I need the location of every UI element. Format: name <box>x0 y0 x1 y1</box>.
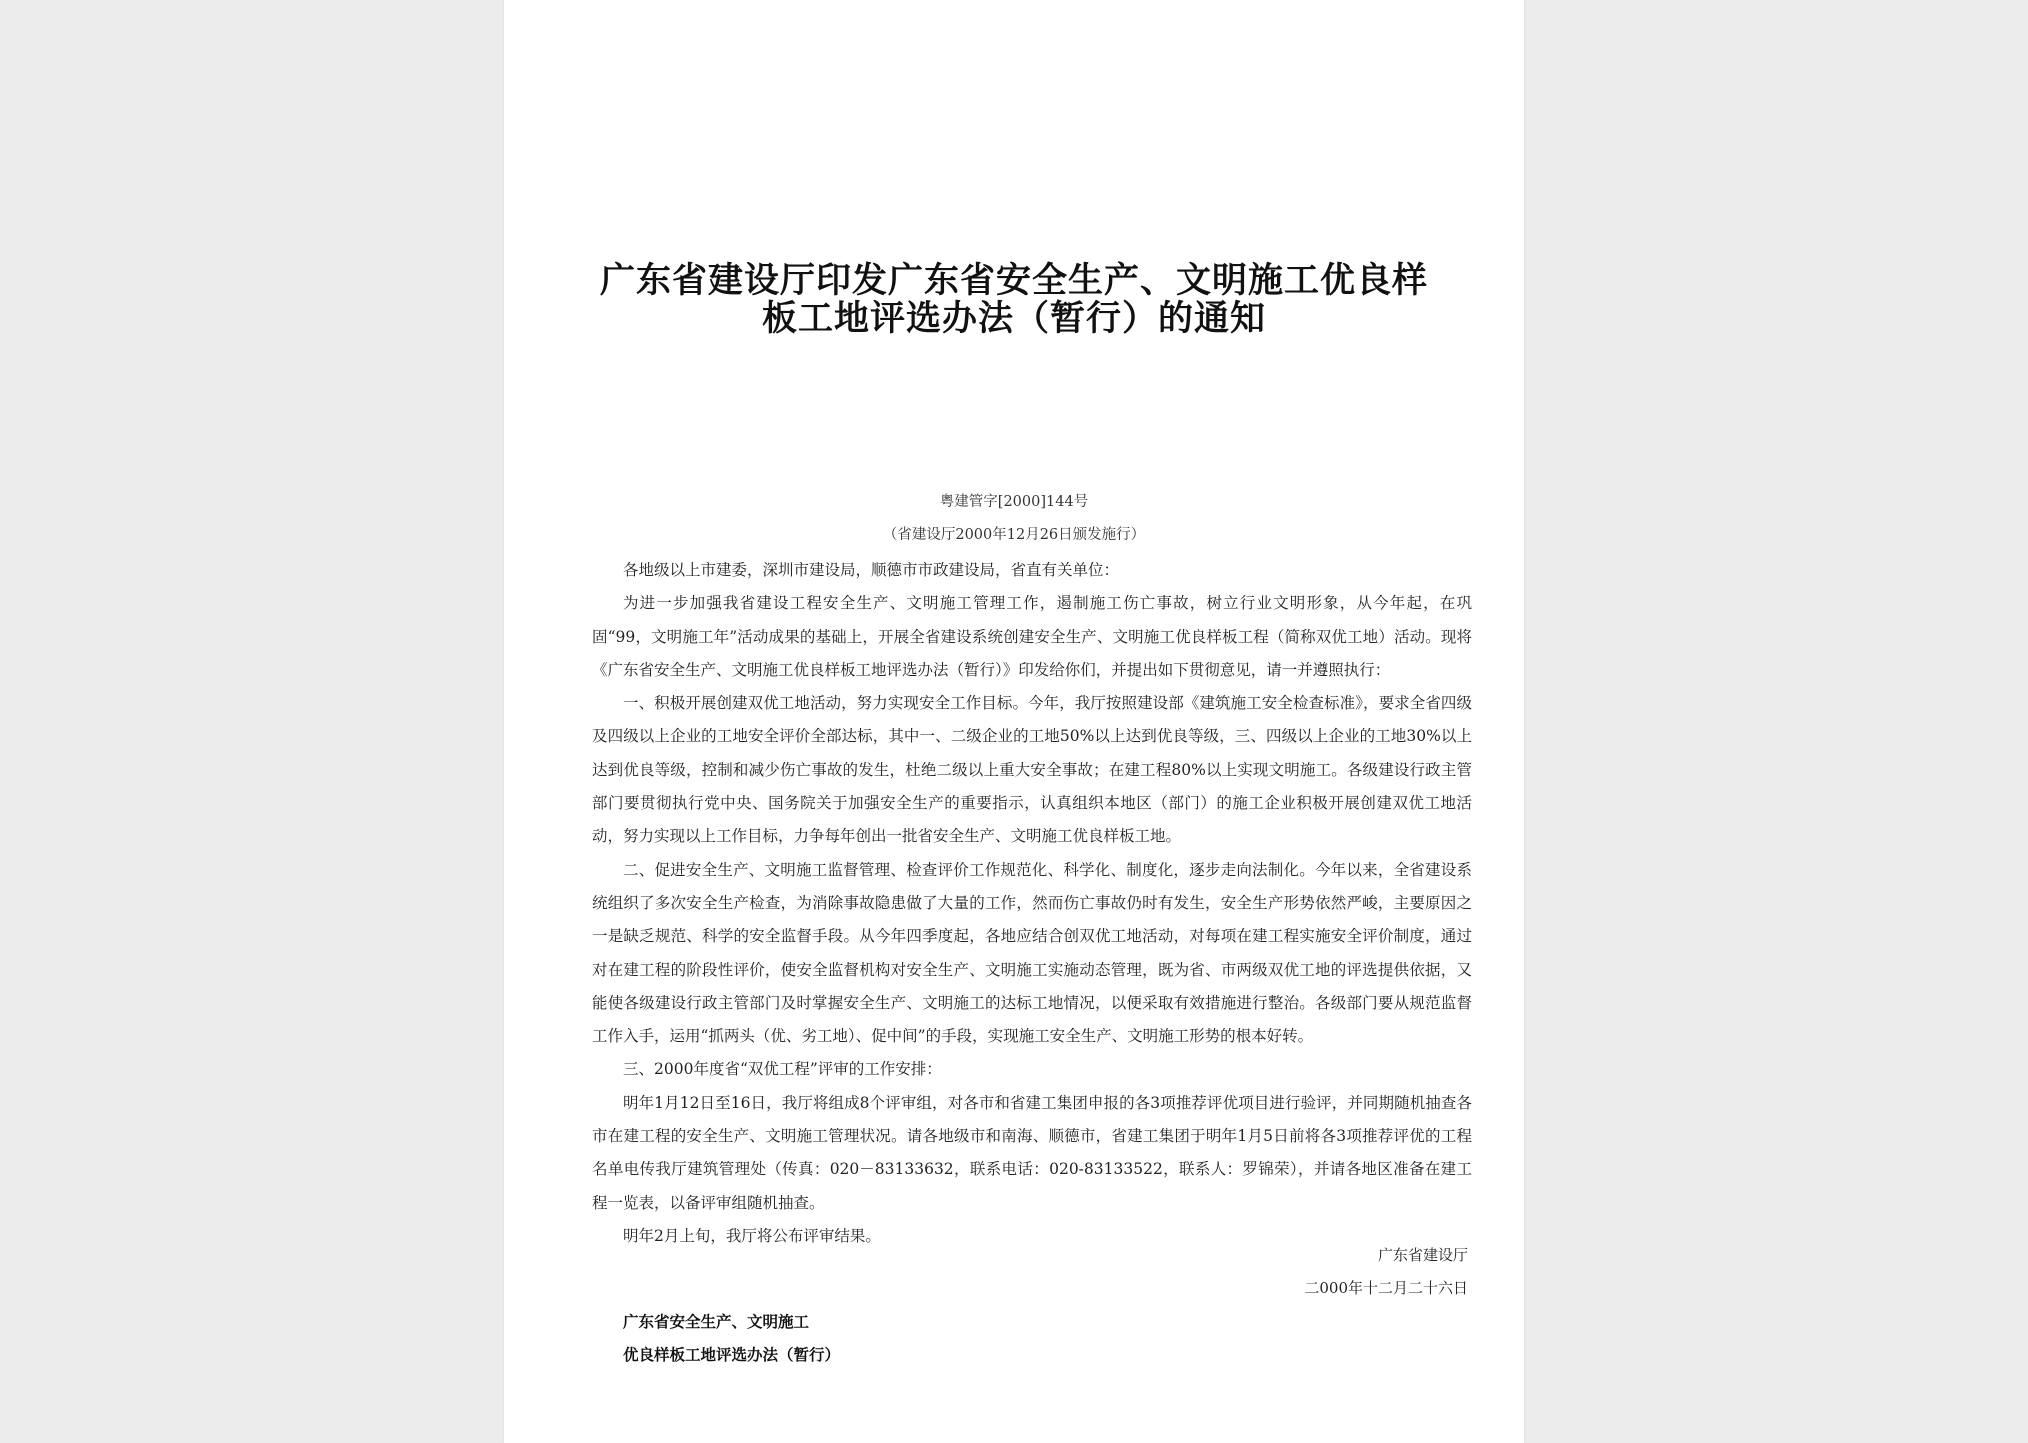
document-title <box>594 262 1434 338</box>
attachment-title-line-2: 优良样板工地评选办法（暂行） <box>623 1345 841 1364</box>
paragraph-section-2: 二、促进安全生产、文明施工监督管理、检查评价工作规范化、科学化、制度化，逐步走向法制化。今年以来，全省建设系统组织了多次安全生产检查，为消除事故隐患做了大量的工作，然而伤亡事故仍时有发生，安全生产形势依然严峻，主要原因之一是缺乏规范、科学的安全监督手段。从今年四季度起，各地应结合创双优工地活动，对每项在建工程实施安全评价制度，通过对在建工程的阶段性评价，使安全监督机构对安全生产、文明施工实施动态管理，既为省、市两级双优工地的评选提供依据，又能使各级建设行政主管部门及时掌握安全生产、文明施工的达标工地情况，以便采取有效措施进行整治。各级部门要从规范监督工作入手，运用“抓两头（优、劣工地）、促中间”的手段，实现施工安全生产、文明施工形势的根本好转。 <box>592 860 1472 1046</box>
title-line-2: 板工地评选办法（暂行）的通知 <box>761 298 1266 339</box>
paragraph-section-3-heading: 三、2000年度省“双优工程”评审的工作安排： <box>623 1060 942 1079</box>
document-body <box>592 554 1472 1253</box>
document-page <box>504 0 1524 1443</box>
signature-date: 二000年十二月二十六日 <box>1304 1279 1468 1297</box>
issue-note: （省建设厅2000年12月26日颁发施行） <box>882 527 1146 543</box>
paragraph-results: 明年2月上旬，我厅将公布评审结果。 <box>623 1226 881 1245</box>
paragraph-schedule: 明年1月12日至16日，我厅将组成8个评审组，对各市和省建工集团申报的各3项推荐评优项目进行验评，并同期随机抽查各市在建工程的安全生产、文明施工管理状况。请各地级市和南海、顺德市，省建工集团于明年1月5日前将各3项推荐评优的工程名单电传我厅建筑管理处（传真：020－83133632，联系电话：020-83133522，联系人：罗锦荣），并请各地区准备在建工程一览表，以备评审组随机抽查。 <box>592 1093 1472 1212</box>
salutation: 各地级以上市建委，深圳市建设局，顺德市市政建设局，省直有关单位： <box>623 561 1120 579</box>
paragraph-intro: 为进一步加强我省建设工程安全生产、文明施工管理工作，遏制施工伤亡事故，树立行业文明形象，从今年起，在巩固“99，文明施工年”活动成果的基础上，开展全省建设系统创建安全生产、文明施工优良样板工程（简称双优工地）活动。现将《广东省安全生产、文明施工优良样板工地评选办法（暂行）》印发给你们，并提出如下贯彻意见，请一并遵照执行： <box>592 594 1472 679</box>
document-number: 粤建管字[2000]144号 <box>939 494 1089 510</box>
signature-organization: 广东省建设厅 <box>1377 1246 1468 1264</box>
paragraph-section-1: 一、积极开展创建双优工地活动，努力实现安全工作目标。今年，我厅按照建设部《建筑施工安全检查标准》，要求全省四级及四级以上企业的工地安全评价全部达标，其中一、二级企业的工地50%以上达到优良等级，三、四级以上企业的工地30%以上达到优良等级，控制和减少伤亡事故的发生，杜绝二级以上重大安全事故；在建工程80%以上实现文明施工。各级建设行政主管部门要贯彻执行党中央、国务院关于加强安全生产的重要指示，认真组织本地区（部门）的施工企业积极开展创建双优工地活动，努力实现以上工作目标，力争每年创出一批省安全生产、文明施工优良样板工地。 <box>592 694 1473 846</box>
title-line-1: 广东省建设厅印发广东省安全生产、文明施工优良样 <box>599 260 1428 301</box>
attachment-title-line-1: 广东省安全生产、文明施工 <box>623 1312 810 1331</box>
